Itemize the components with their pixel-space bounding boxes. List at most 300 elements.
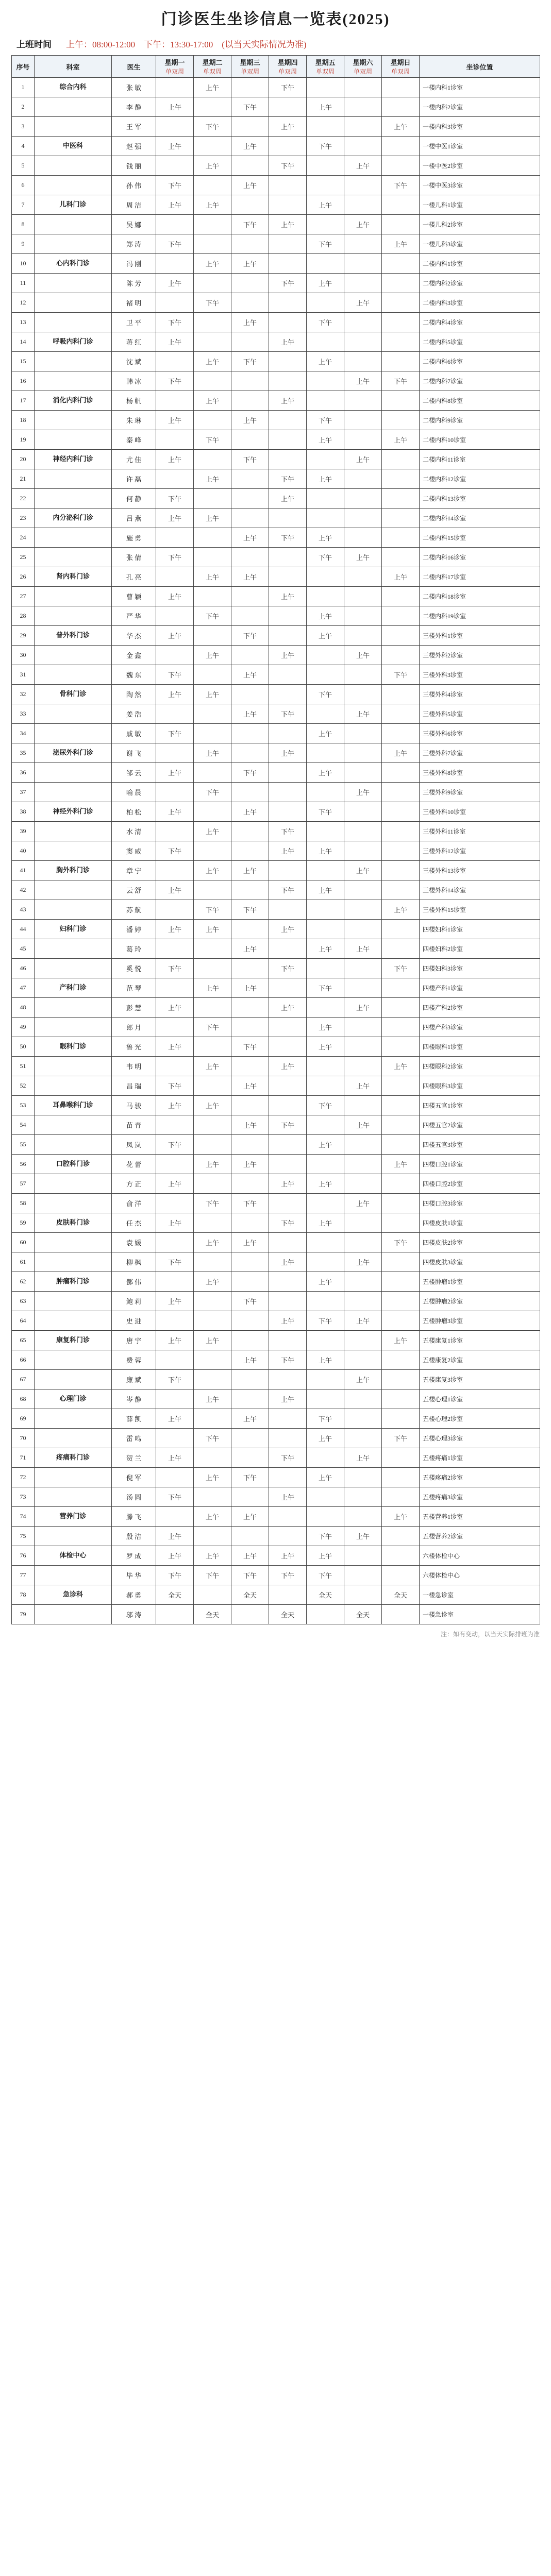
schedule-cell <box>269 783 307 802</box>
row-number: 11 <box>12 274 35 293</box>
schedule-cell <box>194 489 231 509</box>
schedule-cell <box>307 1252 344 1272</box>
schedule-cell: 上午 <box>344 371 382 391</box>
table-row <box>12 1037 540 1057</box>
schedule-cell <box>269 430 307 450</box>
schedule-cell <box>194 371 231 391</box>
schedule-cell <box>156 352 194 371</box>
schedule-cell: 下午 <box>194 1018 231 1037</box>
department-cell <box>35 1566 112 1585</box>
schedule-cell <box>269 371 307 391</box>
department-cell <box>35 274 112 293</box>
header-day <box>231 56 269 78</box>
schedule-cell <box>382 1213 420 1233</box>
schedule-cell: 上午 <box>382 900 420 920</box>
department-cell <box>35 1292 112 1311</box>
location-cell: 四楼皮肤1诊室 <box>420 1213 540 1233</box>
schedule-cell <box>194 215 231 234</box>
schedule-cell <box>194 704 231 724</box>
schedule-cell: 上午 <box>344 1311 382 1331</box>
row-number: 36 <box>12 763 35 783</box>
schedule-cell <box>344 1409 382 1429</box>
location-cell: 五楼康复2诊室 <box>420 1350 540 1370</box>
schedule-cell <box>382 391 420 411</box>
department-cell: 眼科门诊 <box>35 1037 112 1057</box>
schedule-cell <box>156 1507 194 1527</box>
doctor-cell: 郝 勇 <box>112 1585 156 1605</box>
row-number: 57 <box>12 1174 35 1194</box>
row-number: 10 <box>12 254 35 274</box>
schedule-cell <box>194 1448 231 1468</box>
row-number: 61 <box>12 1252 35 1272</box>
schedule-cell <box>382 704 420 724</box>
schedule-cell: 上午 <box>307 841 344 861</box>
schedule-cell <box>307 1292 344 1311</box>
row-number: 15 <box>12 352 35 371</box>
schedule-cell: 上午 <box>156 97 194 117</box>
header-no: 序号 <box>12 56 35 78</box>
schedule-cell: 上午 <box>307 1037 344 1057</box>
location-cell: 三楼外科7诊室 <box>420 743 540 763</box>
schedule-cell: 上午 <box>194 1507 231 1527</box>
header-day-name: 星期四 <box>277 59 298 66</box>
schedule-cell <box>231 587 269 606</box>
schedule-cell <box>382 1096 420 1115</box>
location-cell: 一楼急诊室 <box>420 1585 540 1605</box>
department-cell <box>35 548 112 567</box>
schedule-cell <box>194 176 231 195</box>
doctor-cell: 孙 伟 <box>112 176 156 195</box>
doctor-cell: 任 杰 <box>112 1213 156 1233</box>
doctor-cell: 许 磊 <box>112 469 156 489</box>
schedule-cell <box>382 1115 420 1135</box>
schedule-cell: 上午 <box>231 1076 269 1096</box>
row-number: 71 <box>12 1448 35 1468</box>
header-day-name: 星期日 <box>390 59 411 66</box>
schedule-cell <box>344 352 382 371</box>
schedule-cell <box>344 254 382 274</box>
row-number: 72 <box>12 1468 35 1487</box>
schedule-cell: 上午 <box>231 254 269 274</box>
location-cell: 三楼外科13诊室 <box>420 861 540 880</box>
schedule-cell: 上午 <box>307 626 344 646</box>
location-cell: 二楼内科15诊室 <box>420 528 540 548</box>
department-cell <box>35 313 112 332</box>
schedule-cell: 上午 <box>344 704 382 724</box>
schedule-cell <box>156 1389 194 1409</box>
schedule-cell <box>382 606 420 626</box>
schedule-cell <box>156 254 194 274</box>
doctor-cell: 彭 慧 <box>112 998 156 1018</box>
schedule-cell: 上午 <box>156 332 194 352</box>
doctor-cell: 华 杰 <box>112 626 156 646</box>
schedule-cell <box>382 1252 420 1272</box>
schedule-cell: 下午 <box>269 880 307 900</box>
doctor-cell: 赵 强 <box>112 137 156 156</box>
schedule-cell: 上午 <box>156 1037 194 1057</box>
location-cell: 四楼五官2诊室 <box>420 1115 540 1135</box>
department-cell <box>35 724 112 743</box>
schedule-cell: 上午 <box>156 1409 194 1429</box>
schedule-cell <box>269 1194 307 1213</box>
schedule-cell <box>344 880 382 900</box>
schedule-cell: 上午 <box>156 763 194 783</box>
schedule-cell <box>194 763 231 783</box>
schedule-cell: 上午 <box>194 1546 231 1566</box>
schedule-cell <box>382 78 420 97</box>
schedule-cell <box>194 939 231 959</box>
schedule-cell <box>307 78 344 97</box>
table-row <box>12 254 540 274</box>
doctor-cell: 郎 月 <box>112 1018 156 1037</box>
schedule-cell: 上午 <box>307 528 344 548</box>
schedule-cell <box>269 509 307 528</box>
schedule-cell <box>231 920 269 939</box>
doctor-cell: 岑 静 <box>112 1389 156 1409</box>
schedule-cell <box>382 450 420 469</box>
row-number: 55 <box>12 1135 35 1155</box>
row-number: 28 <box>12 606 35 626</box>
schedule-cell: 上午 <box>269 587 307 606</box>
schedule-cell: 上午 <box>382 234 420 254</box>
schedule-cell <box>231 469 269 489</box>
schedule-cell: 下午 <box>269 1350 307 1370</box>
schedule-cell <box>231 822 269 841</box>
schedule-cell <box>382 763 420 783</box>
schedule-cell <box>231 685 269 704</box>
schedule-cell <box>344 509 382 528</box>
doctor-cell: 曹 颖 <box>112 587 156 606</box>
doctor-cell: 鲁 光 <box>112 1037 156 1057</box>
schedule-cell <box>307 1057 344 1076</box>
table-row <box>12 1311 540 1331</box>
schedule-cell: 上午 <box>344 861 382 880</box>
schedule-cell: 上午 <box>194 685 231 704</box>
schedule-cell: 下午 <box>156 1135 194 1155</box>
schedule-cell <box>269 176 307 195</box>
header-day-week: 单双周 <box>353 68 372 75</box>
table-row <box>12 509 540 528</box>
department-cell <box>35 665 112 685</box>
schedule-cell: 下午 <box>269 78 307 97</box>
location-cell: 四楼产科3诊室 <box>420 1018 540 1037</box>
schedule-cell: 上午 <box>231 1409 269 1429</box>
doctor-cell: 唐 宇 <box>112 1331 156 1350</box>
department-cell <box>35 646 112 665</box>
schedule-cell <box>269 313 307 332</box>
table-row <box>12 1566 540 1585</box>
schedule-cell <box>194 959 231 978</box>
schedule-cell: 上午 <box>194 1096 231 1115</box>
schedule-cell <box>194 411 231 430</box>
row-number: 34 <box>12 724 35 743</box>
schedule-cell <box>307 156 344 176</box>
location-cell: 一楼儿科1诊室 <box>420 195 540 215</box>
schedule-cell: 上午 <box>269 489 307 509</box>
schedule-cell: 下午 <box>382 1429 420 1448</box>
schedule-cell <box>231 1448 269 1468</box>
schedule-cell <box>156 215 194 234</box>
schedule-cell <box>382 156 420 176</box>
schedule-cell <box>194 1487 231 1507</box>
schedule-cell: 下午 <box>269 274 307 293</box>
schedule-cell: 上午 <box>307 469 344 489</box>
doctor-cell: 金 鑫 <box>112 646 156 665</box>
schedule-cell: 上午 <box>231 1546 269 1566</box>
schedule-cell <box>269 1037 307 1057</box>
schedule-cell: 下午 <box>156 548 194 567</box>
schedule-cell: 上午 <box>231 1233 269 1252</box>
doctor-cell: 葛 玲 <box>112 939 156 959</box>
schedule-cell: 下午 <box>231 215 269 234</box>
location-cell: 五楼心理1诊室 <box>420 1389 540 1409</box>
department-cell <box>35 469 112 489</box>
schedule-cell <box>231 371 269 391</box>
schedule-cell: 上午 <box>156 1096 194 1115</box>
schedule-cell <box>382 548 420 567</box>
schedule-cell: 上午 <box>269 1057 307 1076</box>
schedule-cell <box>307 1389 344 1409</box>
location-cell: 五楼肿瘤1诊室 <box>420 1272 540 1292</box>
table-row <box>12 1546 540 1566</box>
table-row <box>12 411 540 430</box>
department-cell <box>35 1487 112 1507</box>
location-cell: 二楼内科9诊室 <box>420 411 540 430</box>
department-cell <box>35 97 112 117</box>
schedule-cell: 上午 <box>231 1350 269 1370</box>
schedule-cell: 下午 <box>156 176 194 195</box>
department-cell: 疼痛科门诊 <box>35 1448 112 1468</box>
row-number: 68 <box>12 1389 35 1409</box>
schedule-cell <box>269 567 307 587</box>
doctor-cell: 李 静 <box>112 97 156 117</box>
schedule-cell <box>156 1057 194 1076</box>
table-row <box>12 469 540 489</box>
schedule-cell: 上午 <box>194 978 231 998</box>
table-row <box>12 195 540 215</box>
location-cell: 二楼内科3诊室 <box>420 293 540 313</box>
department-cell <box>35 1115 112 1135</box>
schedule-cell <box>156 978 194 998</box>
department-cell: 骨科门诊 <box>35 685 112 704</box>
location-cell: 三楼外科4诊室 <box>420 685 540 704</box>
doctor-cell: 钱 丽 <box>112 156 156 176</box>
schedule-cell <box>156 646 194 665</box>
location-cell: 一楼中医3诊室 <box>420 176 540 195</box>
schedule-cell: 上午 <box>307 274 344 293</box>
schedule-cell <box>344 802 382 822</box>
schedule-cell <box>307 332 344 352</box>
schedule-cell <box>307 509 344 528</box>
schedule-cell <box>307 1370 344 1389</box>
schedule-cell: 上午 <box>344 1527 382 1546</box>
table-row <box>12 489 540 509</box>
schedule-cell: 上午 <box>307 880 344 900</box>
table-row <box>12 1448 540 1468</box>
schedule-cell <box>156 1018 194 1037</box>
schedule-cell <box>269 411 307 430</box>
schedule-cell <box>307 1487 344 1507</box>
schedule-cell: 上午 <box>269 646 307 665</box>
schedule-cell <box>382 1272 420 1292</box>
location-cell: 四楼口腔2诊室 <box>420 1174 540 1194</box>
schedule-cell <box>156 528 194 548</box>
schedule-cell: 下午 <box>307 685 344 704</box>
schedule-cell: 全天 <box>269 1605 307 1624</box>
location-cell: 三楼外科6诊室 <box>420 724 540 743</box>
schedule-cell: 上午 <box>307 352 344 371</box>
location-cell: 二楼内科10诊室 <box>420 430 540 450</box>
schedule-cell <box>156 743 194 763</box>
schedule-cell <box>231 959 269 978</box>
schedule-cell <box>382 352 420 371</box>
location-cell: 三楼外科9诊室 <box>420 783 540 802</box>
doctor-cell: 章 宁 <box>112 861 156 880</box>
department-cell <box>35 1409 112 1429</box>
schedule-cell: 上午 <box>269 1546 307 1566</box>
schedule-cell <box>344 176 382 195</box>
schedule-cell <box>231 234 269 254</box>
department-cell: 胸外科门诊 <box>35 861 112 880</box>
schedule-cell <box>344 528 382 548</box>
doctor-cell: 严 华 <box>112 606 156 626</box>
schedule-cell <box>344 195 382 215</box>
location-cell: 四楼皮肤2诊室 <box>420 1233 540 1252</box>
schedule-cell <box>344 1057 382 1076</box>
schedule-cell: 上午 <box>344 1370 382 1389</box>
schedule-cell <box>344 626 382 646</box>
table-row <box>12 1057 540 1076</box>
schedule-cell <box>382 1605 420 1624</box>
doctor-cell: 蒋 红 <box>112 332 156 352</box>
schedule-cell <box>382 626 420 646</box>
schedule-cell: 下午 <box>156 1566 194 1585</box>
table-row <box>12 743 540 763</box>
header-day-week: 单双周 <box>391 68 410 75</box>
schedule-cell <box>307 704 344 724</box>
schedule-cell <box>194 97 231 117</box>
schedule-cell <box>231 1331 269 1350</box>
row-number: 59 <box>12 1213 35 1233</box>
department-cell <box>35 430 112 450</box>
schedule-cell <box>269 724 307 743</box>
schedule-cell <box>307 391 344 411</box>
schedule-cell <box>194 1115 231 1135</box>
schedule-cell <box>344 920 382 939</box>
schedule-cell: 下午 <box>156 1487 194 1507</box>
schedule-cell <box>269 1331 307 1350</box>
schedule-cell: 下午 <box>156 841 194 861</box>
department-cell <box>35 841 112 861</box>
row-number: 33 <box>12 704 35 724</box>
table-row <box>12 587 540 606</box>
schedule-cell <box>307 1194 344 1213</box>
row-number: 44 <box>12 920 35 939</box>
schedule-cell <box>194 137 231 156</box>
department-cell <box>35 1252 112 1272</box>
table-row <box>12 1115 540 1135</box>
header-day-week: 单双周 <box>203 68 222 75</box>
department-cell: 神经外科门诊 <box>35 802 112 822</box>
schedule-cell <box>382 1468 420 1487</box>
schedule-cell <box>344 587 382 606</box>
schedule-cell <box>382 1370 420 1389</box>
schedule-cell <box>344 1135 382 1155</box>
row-number: 27 <box>12 587 35 606</box>
schedule-cell <box>382 939 420 959</box>
schedule-cell: 下午 <box>269 1213 307 1233</box>
schedule-cell: 下午 <box>269 469 307 489</box>
schedule-cell <box>344 763 382 783</box>
row-number: 47 <box>12 978 35 998</box>
schedule-cell: 上午 <box>382 1331 420 1350</box>
schedule-cell <box>344 1213 382 1233</box>
schedule-cell: 下午 <box>269 528 307 548</box>
schedule-cell <box>231 117 269 137</box>
location-cell: 二楼内科12诊室 <box>420 469 540 489</box>
doctor-cell: 沈 斌 <box>112 352 156 371</box>
department-cell <box>35 293 112 313</box>
table-row <box>12 78 540 97</box>
schedule-cell <box>156 822 194 841</box>
schedule-cell: 上午 <box>269 1487 307 1507</box>
row-number: 7 <box>12 195 35 215</box>
schedule-cell <box>344 665 382 685</box>
table-row <box>12 1018 540 1037</box>
department-cell <box>35 371 112 391</box>
schedule-cell <box>344 1546 382 1566</box>
header-day-name: 星期二 <box>202 59 223 66</box>
schedule-cell <box>344 1429 382 1448</box>
department-cell: 体检中心 <box>35 1546 112 1566</box>
table-row <box>12 1527 540 1546</box>
department-cell: 营养门诊 <box>35 1507 112 1527</box>
location-cell: 五楼康复3诊室 <box>420 1370 540 1389</box>
table-row <box>12 1487 540 1507</box>
table-row <box>12 430 540 450</box>
row-number: 20 <box>12 450 35 469</box>
table-row <box>12 528 540 548</box>
schedule-cell <box>382 313 420 332</box>
row-number: 49 <box>12 1018 35 1037</box>
location-cell: 二楼内科11诊室 <box>420 450 540 469</box>
schedule-cell <box>194 450 231 469</box>
schedule-cell: 上午 <box>194 743 231 763</box>
schedule-cell: 上午 <box>344 1252 382 1272</box>
schedule-cell: 上午 <box>269 391 307 411</box>
table-row <box>12 841 540 861</box>
location-cell: 二楼内科5诊室 <box>420 332 540 352</box>
schedule-cell <box>156 783 194 802</box>
schedule-cell <box>231 78 269 97</box>
schedule-cell <box>307 450 344 469</box>
location-cell: 一楼儿科3诊室 <box>420 234 540 254</box>
schedule-cell <box>194 802 231 822</box>
location-cell: 一楼内科2诊室 <box>420 97 540 117</box>
schedule-cell <box>382 254 420 274</box>
footer-note: 注：如有变动，以当天实际排班为准 <box>440 1631 540 1638</box>
schedule-cell <box>382 1194 420 1213</box>
table-row <box>12 1076 540 1096</box>
department-cell: 皮肤科门诊 <box>35 1213 112 1233</box>
department-cell: 妇科门诊 <box>35 920 112 939</box>
schedule-cell <box>344 685 382 704</box>
schedule-cell <box>269 1468 307 1487</box>
schedule-cell <box>269 195 307 215</box>
schedule-cell <box>194 548 231 567</box>
schedule-cell: 上午 <box>344 1076 382 1096</box>
schedule-cell: 上午 <box>307 606 344 626</box>
